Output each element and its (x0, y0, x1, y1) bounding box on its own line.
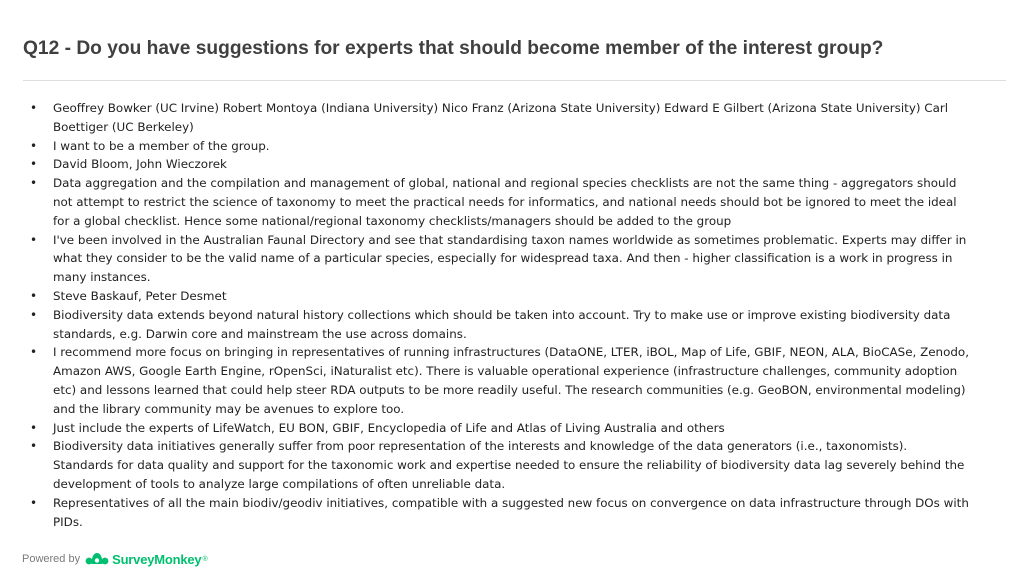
surveymonkey-brand: SurveyMonkey (112, 551, 202, 567)
bullet-icon: • (30, 345, 38, 360)
footer-branding (22, 548, 208, 570)
powered-by-label: Powered by (22, 553, 81, 565)
response-list (0, 99, 1000, 531)
bullet-icon: • (30, 288, 38, 303)
list-item (0, 231, 1000, 287)
bullet-icon: • (30, 307, 38, 322)
list-item (0, 99, 1000, 137)
response-text: Representatives of all the main biodiv/geodiv initiatives, compatible with a suggested new focus on convergence on data infrastructure through DOs with PIDs. (53, 495, 969, 529)
page-title: Q12 - Do you have suggestions for experts that should become member of the interest group? (23, 38, 884, 59)
bullet-icon: • (30, 420, 38, 435)
bullet-icon: • (30, 495, 38, 510)
list-item (0, 287, 1000, 306)
response-text: Data aggregation and the compilation and management of global, national and regional species checklists are not the same thing - aggregators should not attempt to restrict the science of taxonomy to meet the practical needs for informatics, and national needs should bot be ignored to meet the ideal for a global checklist. Hence some national/regional taxonomy checklists/managers should be added to the group (53, 176, 957, 228)
response-text: Geoffrey Bowker (UC Irvine) Robert Montoya (Indiana University) Nico Franz (Arizona State University) Edward E Gilbert (Arizona State University) Carl Boettiger (UC Berkeley) (53, 101, 949, 134)
list-item (0, 174, 1000, 230)
list-item (0, 343, 1000, 418)
list-item (0, 419, 1000, 438)
response-text: I've been involved in the Australian Faunal Directory and see that standardising taxon names worldwide as sometimes problematic. Experts may differ in what they consider to be the valid name of a particular species, especially for widespread taxa. And then - higher classification is a work in progress in many instances. (53, 232, 967, 285)
list-item (0, 155, 1000, 174)
response-text: Biodiversity data extends beyond natural history collections which should be taken into account. Try to make use or improve existing biodiversity data standards, e.g. Darwin core and mainstream the use across domains. (53, 307, 951, 341)
bullet-icon: • (30, 138, 38, 153)
response-text: Steve Baskauf, Peter Desmet (53, 288, 227, 303)
bullet-icon: • (30, 176, 38, 191)
surveymonkey-logo-icon (85, 550, 109, 568)
response-text: David Bloom, John Wieczorek (53, 157, 227, 172)
bullet-icon: • (30, 232, 38, 247)
response-text: I want to be a member of the group. (53, 138, 270, 153)
bullet-icon: • (30, 101, 38, 115)
bullet-icon: • (30, 439, 38, 454)
response-text: I recommend more focus on bringing in representatives of running infrastructures (DataONE, LTER, iBOL, Map of Life, GBIF, NEON, ALA, BioCASe, Zenodo, Amazon AWS, Google Earth Engine, rOpenSci, iNaturalist etc). There is valuable operational experience (infrastructure challenges, community adoption etc) and lessons learned that could help steer RDA outputs to be more readily useful. The research communities (e.g. GeoBON, environmental modeling) and the library community may be avenues to explore too. (53, 345, 969, 416)
response-text: Biodiversity data initiatives generally suffer from poor representation of the interests and knowledge of the data generators (i.e., taxonomists). Standards for data quality and support for the taxonomic work and expertise needed to ensure the reliability of biodiversity data lag severely behind the development of tools to analyze large compilations of often unreliable data. (53, 439, 965, 491)
bullet-icon: • (30, 157, 38, 172)
list-item (0, 437, 1000, 493)
list-item (0, 306, 1000, 344)
list-item (0, 494, 1000, 532)
response-text: Just include the experts of LifeWatch, EU BON, GBIF, Encyclopedia of Life and Atlas of Living Australia and others (53, 420, 725, 435)
list-item (0, 137, 1000, 156)
trademark-symbol: ® (202, 555, 208, 563)
title-divider (23, 80, 1006, 81)
